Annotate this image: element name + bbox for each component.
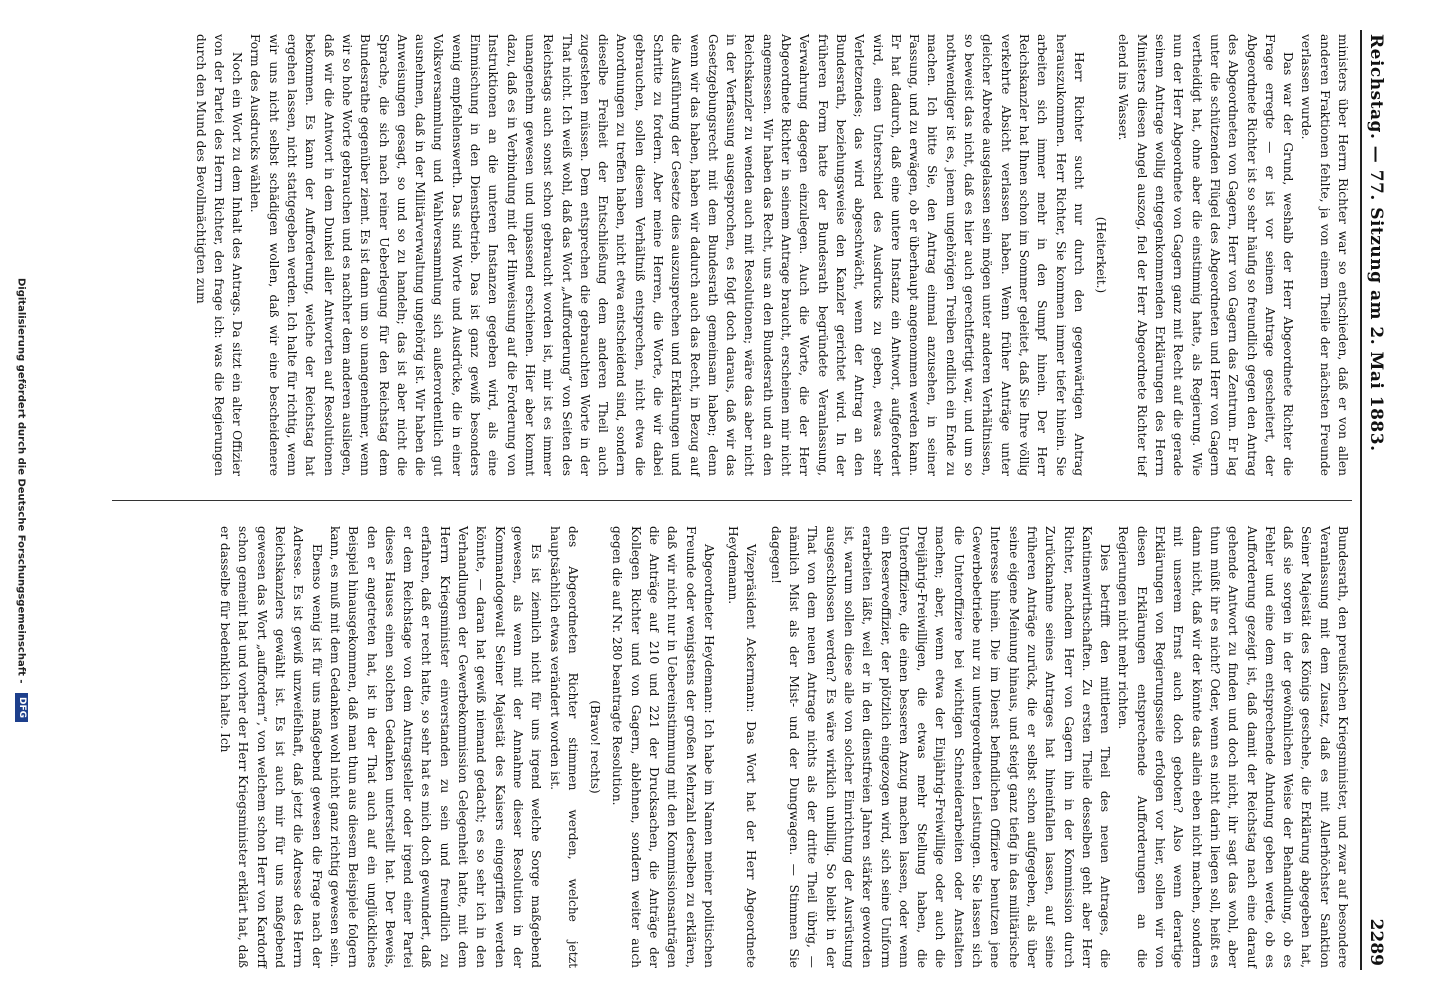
paragraph: Dies betrifft den mittleren Theil des neuen Antrages, die Kantinenwirthschaften. Zu ersten Theile desselben geht aber Herr Richter, nachdem Herr von Gagern ihn in der Kommission durch Zurücknahme seines Antrages hat hineinfallen lassen, auf seine früheren Anträge zurück, die er selbst schon aufgegeben, als über seine eigene Meinung hinaus, und steigt ganz tiefig in das militärische Interesse hinein. Die im Dienst befindlichen Offiziere benutzen jene Gewerbebetriebe nur zu untergeordneten Leistungen. Sie lassen sich die Unteroffiziere bei wichtigen Schneiderarbeiten oder Anstalten machen; aber, wenn etwa der Einjährig-Freiwillige oder auch die Dreijährig-Freiwilligen, die etwas mehr Stellung haben, die Unteroffiziere, die einen besseren Anzug machen lassen, oder wenn ein Reserveoffizier, der plötzlich eingezogen wird, sich seine Uniform erarbeiten läßt, weil er in den dienstfreien Jahren stärker geworden ist, warum sollen diese alle von solcher Einrichtung der Ausrüstung ausgeschlossen werden? Es wäre wirklich unbillig. So bleibt in der That von dem neuen Antrage nichts als der dritte Theil übrig, — nämlich Mist als der Mist- und der Dungwagen. — Stimmen Sie dagegen! — [768, 526, 1113, 968]
column-divider — [112, 500, 1352, 501]
digitization-credit — [15, 0, 28, 1000]
dfg-logo: DFG — [15, 693, 28, 722]
paragraph: Noch ein Wort zu dem Inhalt des Antrags. Da sitzt ein alter Offizier von der Partei des Herrn Richter, den frage ich: was die Regierungen durch den Mund des Bevollmächtigten zum — [193, 34, 245, 476]
stage-direction: (Heiterkeit.) — [1094, 216, 1109, 294]
running-title: Reichstag. — 77. Sitzung am 2. Mai 1883. — [1366, 34, 1386, 452]
page-header — [1360, 30, 1394, 970]
stage-direction: (Bravo! rechts) — [588, 700, 603, 794]
paragraph: Herr Richter sucht nur durch den gegenwärtigen Antrag herauszukommen. Herr Richter, Sie kommen immer tiefer hinein. Sie arbeiten sich immer mehr in den Sumpf hinein. Der Herr Reichskanzler hat Ihnen schon im Sommer geleitet, daß Sie Ihre völlig verkehrte Absicht verlassen haben. Wenn früher Anträge unter gleicher Abrede ausgelassen sein mögen unter anderen Verhältnissen, so beweist das nicht, daß es hier auch gerechtfertigt war, und um so nothwendiger ist es, jenem ungehörigen Treiben endlich ein Ende zu machen. Ich bitte Sie, den Antrag einmal anzusehen, in seiner Fassung, und zu erwägen, ob er überhaupt angenommen werden kann. Er hat dadurch, daß eine untere Instanz ein Antwort, aufgefordert wird, einen Unterschied des Ausdrucks zu geben, etwas sehr Verletzendes; das wird abgeschwächt, wenn der Antrag an den Bundesrath, beziehungsweise den Kanzler gerichtet wird. In der früheren Form hatte der Bundesrath begründete Veranlassung, Verwahrung dagegen einzulegen. Auch die Worte, die der Herr Abgeordnete Richter in seinem Antrage braucht, erscheinen mir nicht angemessen. Wir haben das Recht, uns an den Bundesrath und an den Reichskanzler zu wenden auch mit Resolutionen; wäre das aber nicht in der Verfassung ausgesprochen, es folgt doch daraus, daß wir das Gesetzgebungsrecht mit dem Bundesrath gemeinsam haben; denn wenn wir das haben, haben wir dadurch auch das Recht, in Bezug auf die Ausführung der Gesetze dies auszusprechen und Erklärungen und Schritte zu fordern. Aber meine Herren, die Worte, die wir dabei gebrauchen, sollen diesem Verhältniß entsprechen, nicht etwa die Anordnungen zu treffen haben, nicht etwa entscheidend sind, sondern dieselbe Freiheit der Entschließung dem anderen Theil auch zugestehen müssen. Dem entsprechen die gebrauchten Worte in der That nicht. Ich weiß wohl, daß das Wort „Aufforderung“ von Seiten des Reichstags auch sonst schon gebraucht worden ist, mir ist es immer unangenehm gewesen und unpassend erschienen. Hier aber kommt dazu, daß es in Verbindung mit der Hinweisung auf die Forderung von Instruktionen an die unteren Instanzen gegeben wird, als eine Einmischung in den Dienstbetrieb. Das ist ganz gewiß besonders wenig empfehlenswerth. Das sind Worte und Ausdrücke, die in einer Volksversammlung und Wahlversammlung sich außerordentlich gut ausnehmen, daß in der Militärverwaltung ungehörig ist. Wir haben die Anweisungen gesagt, so und so zu handeln; das ist aber nicht die Sprache, die sich nach reiner Ueberlegung für den Reichstag dem Bundesrathe gegenüber ziemt. Es ist dann um so unangenehmer, wenn wir so hohe Worte gebrauchen und es nachher dem anderen ausliegen, daß wir die Antwort in dem Dunkel aller Antworten auf Resolutionen bekommen. Es kann der Aufforderung, welche der Reichstag hat ergehen lassen, nicht stattgegeben werden. Ich halte für richtig, wenn wir uns nicht selbst schädigen wollen, daß wir eine bescheidenere Form des Ausdrucks wählen. — [248, 34, 1086, 476]
page-number: 2289 — [1366, 918, 1386, 966]
speaker-paragraph: Vizepräsident Ackermann: Das Wort hat der Herr Abgeordnete Heydemann. — [726, 526, 759, 968]
paragraph: Das war der Grund, weshalb der Herr Abgeordnete Richter die Frage erregte — er ist vor seinem Antrage gescheitert, der Abgeordnete Richter ist so sehr häufig so freundlich gegen den Antrag des Abgeordneten von Gagern, Herr von Gagern das Zentrum. Er lag unter die schützenden Flügel des Abgeordneten und Herr von Gagern vertheidigt hat, ohne aber die einstimmig hatte, als Regierung. Wie nun der Herr Abgeordnete von Gagern ganz mit Recht auf die gerade seinem Antrage wollig entgegenkommenden Erklärungen des Herrn Ministers diesen Angel auszog, fiel der Herr Abgeordnete Richter tief elend ins Wasser. — [1116, 34, 1296, 476]
paragraph: des Abgeordneten Richter stimmen werden, welche jetzt hauptsächlich etwas verändert worden ist. — [547, 526, 580, 968]
left-column — [191, 34, 1352, 476]
speaker-paragraph: Abgeordneter Heydemann: Ich habe im Namen meiner politischen Freunde oder wenigstens der großen Mehrzahl derselben zu erklären, daß wir nicht nur in Uebereinstimmung mit den Kommissionsanträgen die Anträge auf 210 und 221 der Drucksachen, die Anträge der Kollegen Richter und von Gagern, ablehnen, sondern weiter auch gegen die auf Nr. 280 beantragte Resolution. — [610, 526, 716, 968]
paragraph: Bundesrath, den preußischen Kriegsminister, und zwar auf besondere Veranlassung mit dem Zusatz, daß es mit Allerhöchster Sanktion Seiner Majestät des Königs geschehe, die Erklärung abgegeben hat, daß sie sorgen in der gewöhnlichen Weise der Behandlung, ob es Fehler und eine dem entsprechende Ahndung geben werde, ob es Aufforderung gezeigt ist, daß damit der Reichstag nach eine darauf gehende Antwort zu finden und doch nicht, ihr sagt das wohl, aber thun müßt ihr es nicht? Oder, wenn es nicht darin liegen soll, heißt es dann nicht, daß wir der könnte das allein eben nicht machen, sondern mit unserem Ernst auch doch geboten? Also wenn derartige Erklärungen von Regierungsseite erfolgen vor hier, sollen wir von diesen Erklärungen entsprechende Aufforderungen an die Regierungen nicht mehr richten. — [1116, 526, 1350, 968]
paragraph: Es ist ziemlich nicht für uns irgend welche Sorge maßgebend gewesen, als wenn mit der Annahme dieser Resolution in der Kommandogewalt Seiner Majestät des Kaisers eingegriffen werden könnte, — daran hat gewiß niemand gedacht; es so sehr ich in den Verhandlungen der Gewerbekommission Gelegenheit hatte, mit dem Herrn Kriegsminister einverstanden zu sein und freundlich zu erfahren, daß er recht hatte, so sehr hat es mich doch gewundert, daß er dem Reichstage von dem Antragsteller oder irgend einer Partei dieses Hauses einen solchen Gedanken unterstellt hat. Der Beweis, den er angetreten hat, ist in der That auch auf ein unglückliches Beispiel hinausgekommen, daß man thun aus diesem Beispiele folgern kann, es muß mit dem Gedanken wohl nicht ganz richtig gewesen sein. — [327, 526, 544, 968]
paragraph: ministers über Herrn Richter war so entschieden, daß er von allen anderen Fraktionen fehlte, ja von einem Theile der nächsten Freunde verlassen wurde. — [1299, 34, 1350, 476]
credit-text: Digitalisierung gefördert durch die Deutsche Forschungsgemeinschaft - — [15, 277, 27, 684]
right-column — [216, 526, 1352, 968]
paragraph: Ebenso wenig ist für uns maßgebend gewesen die Frage nach der Adresse. Es ist gewiß unzweifelhaft, daß jetzt die Adresse des Herrn Reichskanzlers gewählt ist. Es ist auch mir für uns maßgebend gewesen das Wort „auffordern“, von welchem schon Herr von Kardorff schon gemeint hat und vorher der Herr Kriegsminister erklärt hat, daß er dasselbe für bedenklich halte. Ich — [218, 526, 324, 968]
